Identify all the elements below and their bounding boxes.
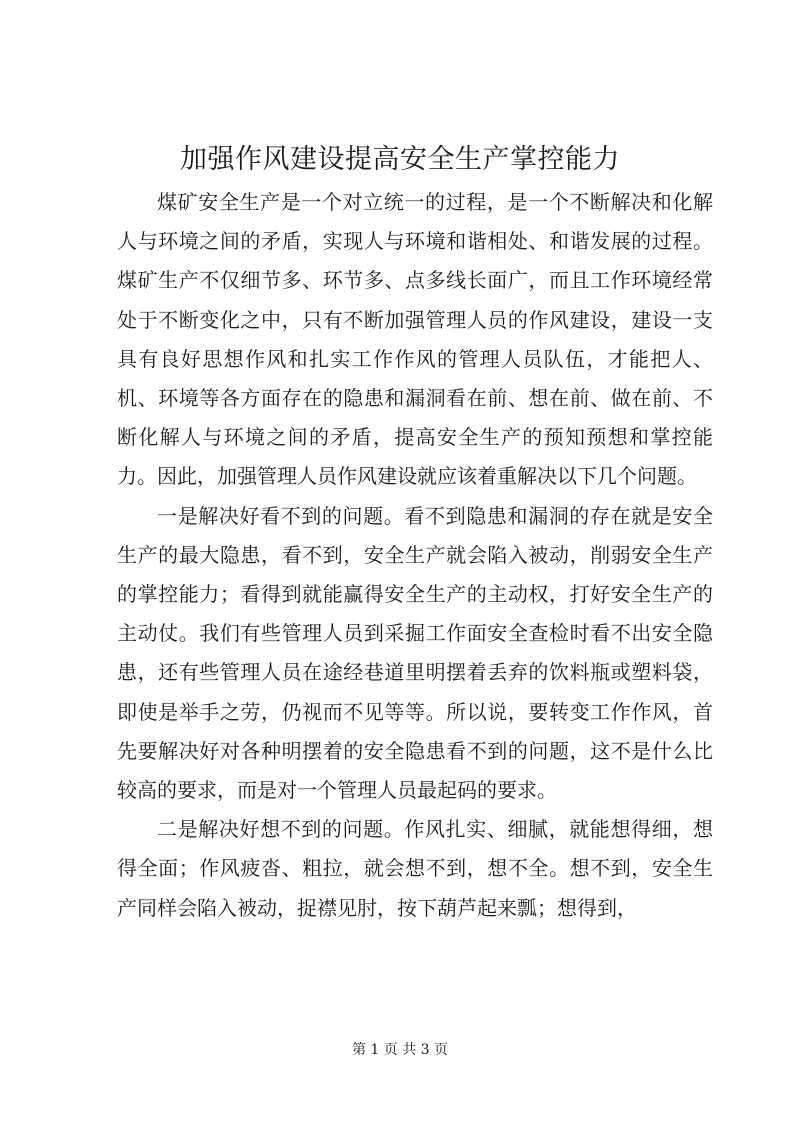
document-body (117, 183, 713, 928)
document-title: 加强作风建设提高安全生产掌控能力 (180, 144, 620, 175)
page-number-footer: 第 1 页 共 3 页 (351, 1042, 449, 1058)
paragraph-point-one: 一是解决好看不到的问题。看不到隐患和漏洞的存在就是安全生产的最大隐患，看不到，安全生产就会陷入被动，削弱安全生产的掌控能力；看得到就能赢得安全生产的主动权，打好安全生产的主动仗。我们有些管理人员到采掘工作面安全查检时看不出安全隐患，还有些管理人员在途经巷道里明摆着丢弃的饮料瓶或塑料袋，即使是举手之劳，仍视而不见等等。所以说，要转变工作作风，首先要解决好对各种明摆着的安全隐患看不到的问题，这不是什么比较高的要求，而是对一个管理人员最起码的要求。 (117, 503, 713, 803)
paragraph-intro: 煤矿安全生产是一个对立统一的过程，是一个不断解决和化解人与环境之间的矛盾，实现人与环境和谐相处、和谐发展的过程。煤矿生产不仅细节多、环节多、点多线长面广，而且工作环境经常处于不断变化之中，只有不断加强管理人员的作风建设，建设一支具有良好思想作风和扎实工作作风的管理人员队伍，才能把人、机、环境等各方面存在的隐患和漏洞看在前、想在前、做在前、不断化解人与环境之间的矛盾，提高安全生产的预知预想和掌控能力。因此，加强管理人员作风建设就应该着重解决以下几个问题。 (117, 190, 713, 489)
paragraph-point-two: 二是解决好想不到的问题。作风扎实、细腻，就能想得细，想得全面；作风疲沓、粗拉，就会想不到，想不全。想不到，安全生产同样会陷入被动，捉襟见肘，按下葫芦起来瓢；想得到， (117, 817, 713, 920)
